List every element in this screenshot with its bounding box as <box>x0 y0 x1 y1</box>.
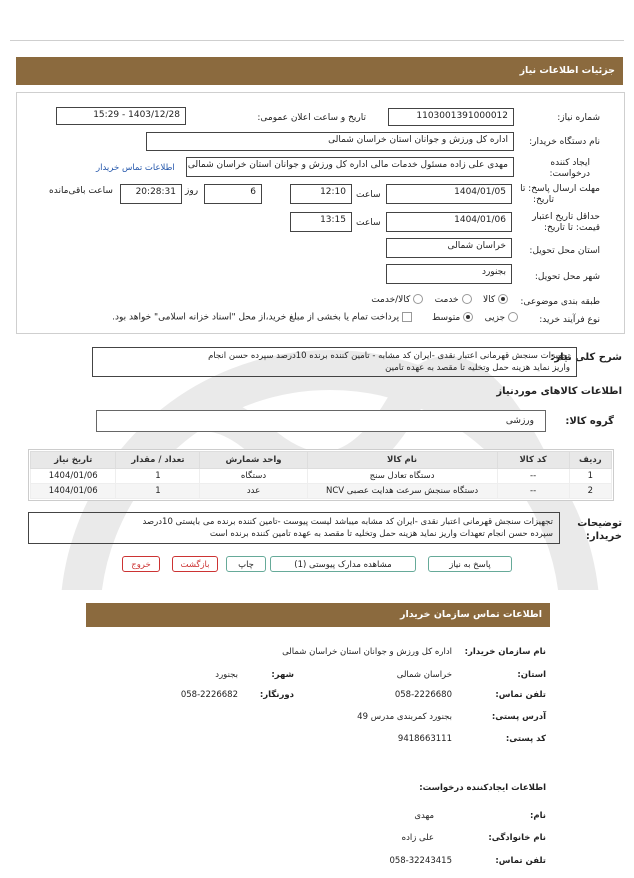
col-date: تاریخ نیاز <box>31 452 116 469</box>
cell-date: 1404/01/06 <box>31 484 116 499</box>
validity-date-field: 1404/01/06 <box>386 212 512 232</box>
contact-header <box>86 603 550 627</box>
process-radio-medium[interactable]: متوسط <box>432 313 473 323</box>
col-name: نام کالا <box>307 452 497 469</box>
radio-icon <box>413 294 423 304</box>
goods-section-title: اطلاعات کالاهای موردنیاز <box>496 386 622 397</box>
category-radio-goods[interactable]: کالا <box>483 295 508 305</box>
cell-date: 1404/01/06 <box>31 469 116 484</box>
announce-label: تاریخ و ساعت اعلان عمومی: <box>257 113 366 123</box>
buyer-field: اداره کل ورزش و جوانان استان خراسان شمالی <box>146 132 514 151</box>
items-table-wrap <box>28 449 614 501</box>
summary-line-2: واریز نماید هزینه حمل وتخلیه تا مقصد به عهده تامین <box>385 363 570 373</box>
radio-selected-icon <box>498 294 508 304</box>
print-button[interactable]: چاپ <box>226 556 266 572</box>
table-row <box>31 484 612 499</box>
contact-city-label: شهر: <box>271 670 294 680</box>
summary-label: شرح کلی نیاز: <box>550 352 622 363</box>
category-label: طبقه بندی موضوعی: <box>520 297 600 307</box>
contact-province-label: استان: <box>517 670 546 680</box>
payment-note: پرداخت تمام یا بخشی از مبلغ خرید،از محل "اسناد خزانه اسلامی" خواهد بود. <box>50 312 412 323</box>
phone-label: تلفن تماس: <box>495 690 546 700</box>
watermark-logo <box>60 290 600 590</box>
cell-qty: 1 <box>116 484 200 499</box>
goods-group-label: گروه کالا: <box>565 416 614 427</box>
cell-code: -- <box>497 484 569 499</box>
buyer-label: نام دستگاه خریدار: <box>529 137 600 147</box>
announce-field: 1403/12/28 - 15:29 <box>56 107 186 125</box>
summary-line-1: تجهیزات سنجش قهرمانی اعتبار نقدی -ایران کد مشابه - تامین کننده برنده 10درصد سپرده حسن انجام <box>208 351 570 361</box>
contact-title: اطلاعات تماس سازمان خریدار <box>399 609 542 620</box>
summary-box <box>92 347 577 377</box>
buyer-contact-link[interactable]: اطلاعات تماس خریدار <box>96 163 175 173</box>
validity-time-field: 13:15 <box>290 212 352 232</box>
city-field: بجنورد <box>386 264 512 284</box>
deadline-label-1: مهلت ارسال پاسخ: تا <box>520 184 600 194</box>
radio-icon <box>462 294 472 304</box>
cell-unit: عدد <box>200 484 307 499</box>
cell-name: دستگاه تعادل سنج <box>307 469 497 484</box>
category-radio-service[interactable]: خدمت <box>435 295 472 305</box>
table-header-row <box>31 452 612 469</box>
creator-name-value: مهدی <box>414 811 434 821</box>
creator-field: مهدی علی زاده مسئول خدمات مالی اداره کل ورزش و جوانان استان خراسان شمالی <box>186 157 514 177</box>
validity-label-2: قیمت: تا تاریخ: <box>544 223 600 233</box>
process-radio-group <box>412 312 518 323</box>
validity-label-1: حداقل تاریخ اعتبار <box>532 212 600 222</box>
days-field: 6 <box>204 184 262 204</box>
province-label: استان محل تحویل: <box>529 246 600 256</box>
top-divider <box>10 40 624 41</box>
contact-city-value: بجنورد <box>215 670 238 680</box>
cell-unit: دستگاه <box>200 469 307 484</box>
notes-line-2: سپرده حسن انجام تعهدات واریز نماید هزینه حمل وتخلیه تا مقصد به عهده تامین کننده برنده است <box>209 529 553 539</box>
radio-icon <box>508 312 518 322</box>
table-row <box>31 469 612 484</box>
exit-button[interactable]: خروج <box>122 556 160 572</box>
process-label: نوع فرآیند خرید: <box>539 315 600 325</box>
days-label: روز <box>185 186 199 196</box>
creator-phone-value: 058-32243415 <box>389 856 452 866</box>
creator-label-1: ایجاد کننده <box>550 158 590 168</box>
creator-name-label: نام: <box>529 811 546 821</box>
page-header <box>16 57 623 85</box>
notes-label-2: خریدار: <box>585 531 622 542</box>
org-value: اداره کل ورزش و جوانان استان خراسان شمالی <box>282 647 452 657</box>
cell-name: دستگاه سنجش سرعت هدایت عصبی NCV <box>307 484 497 499</box>
notes-box <box>28 512 560 544</box>
radio-selected-icon <box>463 312 473 322</box>
col-qty: تعداد / مقدار <box>116 452 200 469</box>
cell-qty: 1 <box>116 469 200 484</box>
validity-time-label: ساعت <box>356 218 381 228</box>
col-unit: واحد شمارش <box>200 452 307 469</box>
fax-label: دورنگار: <box>259 690 294 700</box>
postal-label: کد پستی: <box>505 734 546 744</box>
deadline-label-2: تاریخ: <box>533 195 554 205</box>
deadline-date-field: 1404/01/05 <box>386 184 512 204</box>
remaining-time-field: 20:28:31 <box>120 184 182 204</box>
col-row: ردیف <box>569 452 611 469</box>
cell-code: -- <box>497 469 569 484</box>
notes-line-1: تجهیزات سنجش قهرمانی اعتبار نقدی -ایران کد مشابه میباشد لیست پیوست -تامین کننده برنده می بایستی 10درصد <box>142 517 553 527</box>
creator-phone-label: تلفن تماس: <box>495 856 546 866</box>
creator-info-title: اطلاعات ایجادکننده درخواست: <box>419 783 546 793</box>
deadline-time-label: ساعت <box>356 190 381 200</box>
creator-family-value: علی زاده <box>401 833 434 843</box>
back-button[interactable]: بازگشت <box>172 556 218 572</box>
page-title: جزئیات اطلاعات نیاز <box>519 65 615 76</box>
attachments-button[interactable]: مشاهده مدارک پیوستی (1) <box>270 556 416 572</box>
address-label: آدرس پستی: <box>491 712 546 722</box>
creator-family-label: نام خانوادگی: <box>488 833 546 843</box>
province-field: خراسان شمالی <box>386 238 512 258</box>
payment-checkbox[interactable] <box>402 312 412 322</box>
need-number-field: 1103001391000012 <box>388 108 514 126</box>
need-number-label: شماره نیاز: <box>557 113 600 123</box>
fax-value: 058-2226682 <box>180 690 238 700</box>
cell-row: 2 <box>569 484 611 499</box>
category-radio-both[interactable]: کالا/خدمت <box>371 295 423 305</box>
org-label: نام سازمان خریدار: <box>464 647 546 657</box>
goods-group-field: ورزشی <box>96 410 546 432</box>
address-value: بجنورد کمربندی مدرس 49 <box>357 712 452 722</box>
items-table <box>30 451 612 499</box>
deadline-time-field: 12:10 <box>290 184 352 204</box>
remaining-time-label: ساعت باقی‌مانده <box>49 186 113 196</box>
creator-label-2: درخواست: <box>549 169 590 179</box>
cell-row: 1 <box>569 469 611 484</box>
contact-province-value: خراسان شمالی <box>396 670 452 680</box>
phone-value: 058-2226680 <box>394 690 452 700</box>
category-radio-group <box>336 294 508 305</box>
reply-button[interactable]: پاسخ به نیاز <box>428 556 512 572</box>
col-code: کد کالا <box>497 452 569 469</box>
postal-value: 9418663111 <box>397 734 452 744</box>
notes-label-1: توضیحات <box>577 518 622 529</box>
city-label: شهر محل تحویل: <box>534 272 600 282</box>
process-radio-minor[interactable]: جزیی <box>485 313 518 323</box>
